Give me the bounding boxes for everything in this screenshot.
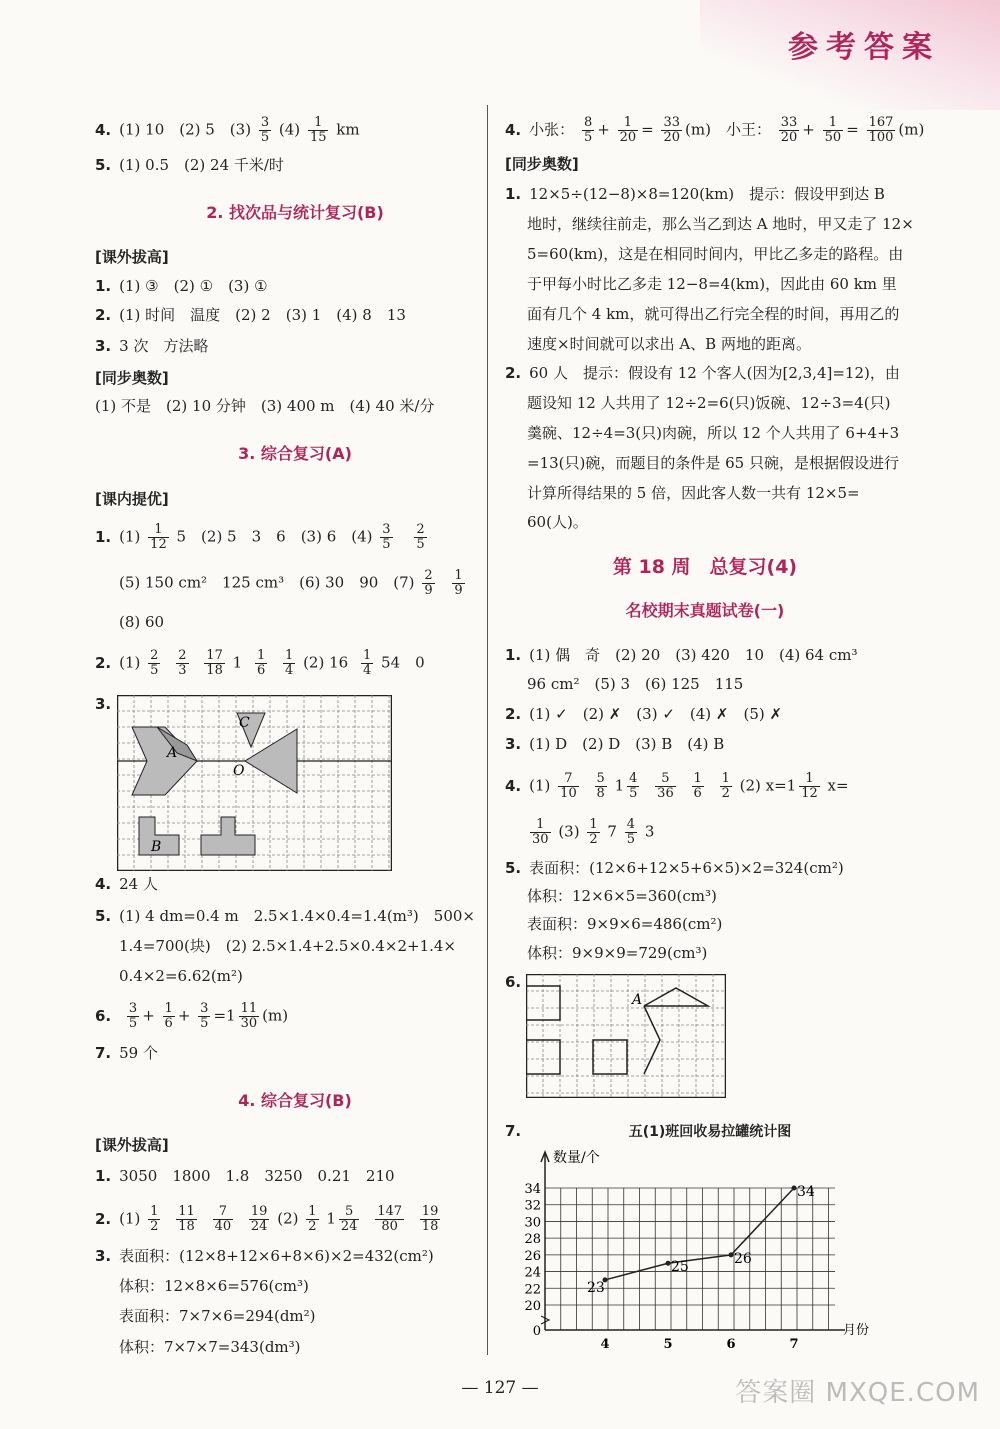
data-point [666, 1261, 671, 1266]
data-point [792, 1186, 797, 1191]
shape-grid-figure [526, 974, 726, 1098]
answer-2: 2. (1) $\frac{2}{5}$ $\frac{2}{3}$ $\frac{17}{18}$ 1 $\frac{1}{6}$ $\frac{1}{4}$ (2) 16 $\frac{1}{4}$ 54 0 [95, 648, 425, 678]
fraction: $\frac{1}{12}$ [801, 771, 818, 801]
answer-1: 1. (1) $\frac{1}{12}$ 5 (2) 5 3 6 (3) 6 (4) $\frac{3}{5}$ $\frac{2}{5}$ [95, 522, 425, 552]
fraction: $\frac{1}{20}$ [619, 115, 637, 145]
answer-4: 4. (1) 10 (2) 5 (3) $\frac{3}{5}$ (4) $\frac{1}{15}$ km [95, 115, 360, 145]
chart-title: 五(1)班回收易拉罐统计图 [628, 1124, 792, 1140]
x-axis-label: 月份 [843, 1323, 870, 1338]
data-label: 25 [671, 1259, 689, 1276]
answer-3: 3. [95, 695, 112, 713]
y-tick-label: 20 [524, 1299, 541, 1314]
answer-1: 1. (1) ③ (2) ① (3) ① [95, 277, 268, 295]
answer-5-cont: 1.4=700(块) (2) 2.5×1.4+2.5×0.4×2+1.4× [119, 937, 457, 955]
answer-3: 3. 表面积：(12×8+12×6+8×6)×2=432(cm²) [95, 1247, 434, 1265]
fraction: $\frac{1}{30}$ [532, 817, 549, 847]
fraction: $\frac{5}{24}$ [340, 1204, 358, 1234]
fraction: $\frac{1}{15}$ [309, 115, 327, 145]
answer-2: 2. (1) $\frac{1}{2}$ $\frac{11}{18}$ $\frac{7}{40}$ $\frac{19}{24}$ (2) $\frac{1}{2}$ 1 $\frac{5}{24}$ $\frac{147}{80}$ $\frac{19}{18}$ [95, 1204, 439, 1234]
fraction: $\frac{5}{36}$ [657, 771, 674, 801]
fraction: $\frac{3}{5}$ [200, 1001, 209, 1031]
line-chart [505, 1142, 900, 1354]
data-point [729, 1252, 734, 1257]
fraction: $\frac{7}{10}$ [560, 771, 577, 801]
x-tick-label: 6 [726, 1337, 736, 1352]
exam-answer-5-cont: 体积：9×9×9=729(cm³) [527, 944, 708, 962]
y-tick-label: 26 [524, 1248, 541, 1264]
fraction: $\frac{3}{5}$ [260, 115, 270, 145]
section-tag: [课外拔高] [95, 1136, 169, 1154]
answer-4: 4. 小张： $\frac{8}{5}$ + $\frac{1}{20}$ = $\frac{33}{20}$ (m) 小王： $\frac{33}{20}$ + $\frac{1}{50}$ = $\frac{167}{100}$ (m) [505, 115, 925, 145]
y-tick-label: 28 [524, 1232, 541, 1248]
fraction: $\frac{5}{8}$ [596, 771, 605, 801]
answer-1: 1. 3050 1800 1.8 3250 0.21 210 [95, 1167, 395, 1185]
fraction: $\frac{17}{18}$ [206, 648, 223, 678]
x-tick-label: 4 [600, 1337, 610, 1352]
fraction: $\frac{1}{6}$ [693, 771, 702, 801]
section-tag: [课内提优] [95, 490, 169, 508]
data-label: 34 [797, 1184, 815, 1200]
label-o: O [233, 763, 245, 779]
answer-5: 5. (1) 0.5 (2) 24 千米/时 [95, 156, 284, 174]
y-tick-label: 32 [524, 1198, 541, 1214]
exam-answer-6: 6. [505, 973, 522, 991]
fraction: $\frac{3}{5}$ [382, 522, 391, 552]
y-tick-label: 30 [524, 1215, 541, 1231]
answer-line: (1) 不是 (2) 10 分钟 (3) 400 m (4) 40 米/分 [95, 397, 435, 415]
fraction: $\frac{2}{5}$ [150, 648, 159, 678]
transformation-grid-figure [117, 695, 392, 871]
answer-1-cont: 5=60(km)，这是在相同时间内，甲比乙多走的路程。由 [527, 245, 904, 263]
data-label: 23 [587, 1279, 605, 1296]
answer-5: 5. (1) 4 dm=0.4 m 2.5×1.4×0.4=1.4(m³) 500× [95, 907, 475, 925]
exam-answer-1-cont: 96 cm² (5) 3 (6) 125 115 [527, 675, 744, 693]
section-tag: [同步奥数] [505, 155, 579, 173]
fraction: $\frac{147}{80}$ [377, 1204, 403, 1234]
exam-answer-4-cont: $\frac{1}{30}$ (3) $\frac{1}{2}$ 7 $\frac{4}{5}$ 3 [532, 817, 655, 847]
fraction: $\frac{1}{50}$ [824, 115, 842, 145]
answer-4: 4. 24 人 [95, 875, 158, 893]
fraction: $\frac{1}{2}$ [721, 771, 730, 801]
answer-3: 3. 3 次 方法略 [95, 337, 209, 355]
answer-2: 2. (1) 时间 温度 (2) 2 (3) 1 (4) 8 13 [95, 306, 406, 324]
label-a: A [632, 992, 643, 1008]
fraction: $\frac{1}{4}$ [285, 648, 294, 678]
page-number: — 127 — [461, 1378, 539, 1398]
exam-answer-5-cont: 表面积：9×9×6=486(cm²) [527, 915, 723, 933]
fraction: $\frac{4}{5}$ [626, 817, 636, 847]
answer-2-cont: 羹碗、12÷4=3(只)肉碗，所以 12 个人共用了 6+4+3 [527, 424, 900, 442]
fraction: $\frac{2}{9}$ [424, 568, 433, 598]
exam-answer-3: 3. (1) D (2) D (3) B (4) B [505, 735, 725, 753]
fraction: $\frac{1}{2}$ [150, 1204, 159, 1234]
answer-1-cont: 面有几个 4 km，就可得出乙行完全程的时间，再用乙的 [527, 305, 900, 323]
label-a: A [167, 745, 178, 761]
fraction: $\frac{33}{20}$ [780, 115, 798, 145]
watermark: 答案圈 MXQE.COM [735, 1378, 980, 1408]
fraction: $\frac{3}{5}$ [128, 1001, 138, 1031]
fraction: $\frac{1}{6}$ [164, 1001, 173, 1031]
y-tick-label: 24 [524, 1265, 541, 1281]
exam-answer-2: 2. (1) ✓ (2) ✗ (3) ✓ (4) ✗ (5) ✗ [505, 705, 783, 723]
exam-answer-4: 4. (1) $\frac{7}{10}$ $\frac{5}{8}$ 1 $\frac{4}{5}$ $\frac{5}{36}$ $\frac{1}{6}$ $\frac{1}{2}$ (2) x=1 $\frac{1}{12}$ x= [505, 771, 849, 801]
answer-2-cont: =13(只)碗，而题目的条件是 65 只碗，是根据假设进行 [527, 454, 899, 472]
y-tick-label: 0 [532, 1324, 541, 1339]
answer-1-cont: 速度×时间就可以求出 A、B 两地的距离。 [527, 335, 811, 353]
answer-5-cont: 0.4×2=6.62(m²) [119, 967, 243, 985]
fraction: $\frac{11}{30}$ [240, 1001, 258, 1031]
section-tag: [课外拔高] [95, 248, 169, 266]
exam-answer-1: 1. (1) 偶 奇 (2) 20 (3) 420 10 (4) 64 cm³ [505, 646, 858, 664]
exam-answer-5-cont: 体积：12×6×5=360(cm³) [527, 887, 717, 905]
answer-3-cont: 体积：7×7×7=343(dm³) [119, 1338, 301, 1356]
fraction: $\frac{11}{18}$ [178, 1204, 195, 1234]
answer-7: 7. 59 个 [95, 1044, 158, 1062]
fraction: $\frac{1}{6}$ [256, 648, 266, 678]
answer-3-cont: 体积：12×8×6=576(cm³) [119, 1277, 309, 1295]
answer-1-cont: (5) 150 cm² 125 cm³ (6) 30 90 (7) $\frac{2}{9}$ $\frac{1}{9}$ [119, 568, 463, 598]
data-label: 26 [734, 1250, 752, 1267]
y-axis-label: 数量/个 [553, 1150, 600, 1166]
fraction: $\frac{1}{2}$ [308, 1204, 317, 1234]
exam-answer-7: 7. [505, 1122, 522, 1140]
week-title: 第 18 周 总复习(4) [612, 556, 798, 578]
y-tick-label: 22 [524, 1282, 541, 1298]
y-tick-label: 34 [524, 1182, 541, 1197]
fraction: $\frac{8}{5}$ [583, 115, 593, 145]
column-divider [487, 105, 488, 1355]
answer-2: 2. 60 人 提示：假设有 12 个客人(因为[2,3,4]=12)，由 [505, 364, 900, 382]
fraction: $\frac{19}{18}$ [421, 1204, 439, 1234]
section-tag: [同步奥数] [95, 369, 169, 387]
fraction: $\frac{167}{100}$ [868, 115, 894, 145]
fraction: $\frac{2}{3}$ [178, 648, 187, 678]
answer-1-cont: 于甲每小时比乙多走 12−8=4(km)，因此由 60 km 里 [527, 275, 897, 293]
page-header-title: 参考答案 [788, 30, 940, 65]
answer-2-cont: 题设知 12 人共用了 12÷2=6(只)饭碗、12÷3=4(只) [527, 394, 891, 412]
answer-1-cont: 地时，继续往前走，那么当乙到达 A 地时，甲又走了 12× [527, 215, 914, 233]
answer-1: 1. 12×5÷(12−8)×8=120(km) 提示：假设甲到达 B [505, 185, 885, 203]
answer-6: 6. $\frac{3}{5}$ + $\frac{1}{6}$ + $\frac{3}{5}$ =1 $\frac{11}{30}$ (m) [95, 1001, 289, 1031]
answer-2-cont: 60(人)。 [527, 513, 588, 531]
fraction: $\frac{2}{5}$ [416, 522, 425, 552]
x-tick-label: 7 [789, 1337, 799, 1352]
fraction: $\frac{1}{4}$ [362, 648, 372, 678]
answer-1-cont: (8) 60 [119, 613, 165, 631]
fraction: $\frac{1}{2}$ [589, 817, 598, 847]
fraction: $\frac{7}{40}$ [214, 1204, 232, 1234]
fraction: $\frac{4}{5}$ [629, 771, 638, 801]
answer-2-cont: 计算所得结果的 5 倍，因此客人数一共有 12×5= [527, 484, 860, 502]
exam-title: 名校期末真题试卷(一) [625, 601, 785, 620]
fraction: $\frac{1}{9}$ [454, 568, 463, 598]
x-tick-label: 5 [663, 1337, 673, 1352]
label-c: C [239, 715, 250, 731]
section-title: 3. 综合复习(A) [238, 444, 352, 463]
fraction: $\frac{19}{24}$ [250, 1204, 268, 1234]
section-title: 4. 综合复习(B) [238, 1091, 352, 1110]
fraction: $\frac{1}{12}$ [150, 522, 167, 552]
label-b: B [151, 839, 162, 855]
section-title: 2. 找次品与统计复习(B) [206, 203, 384, 222]
fraction: $\frac{33}{20}$ [663, 115, 681, 145]
exam-answer-5: 5. 表面积：(12×6+12×5+6×5)×2=324(cm²) [505, 859, 844, 877]
answer-3-cont: 表面积：7×7×6=294(dm²) [119, 1307, 316, 1325]
